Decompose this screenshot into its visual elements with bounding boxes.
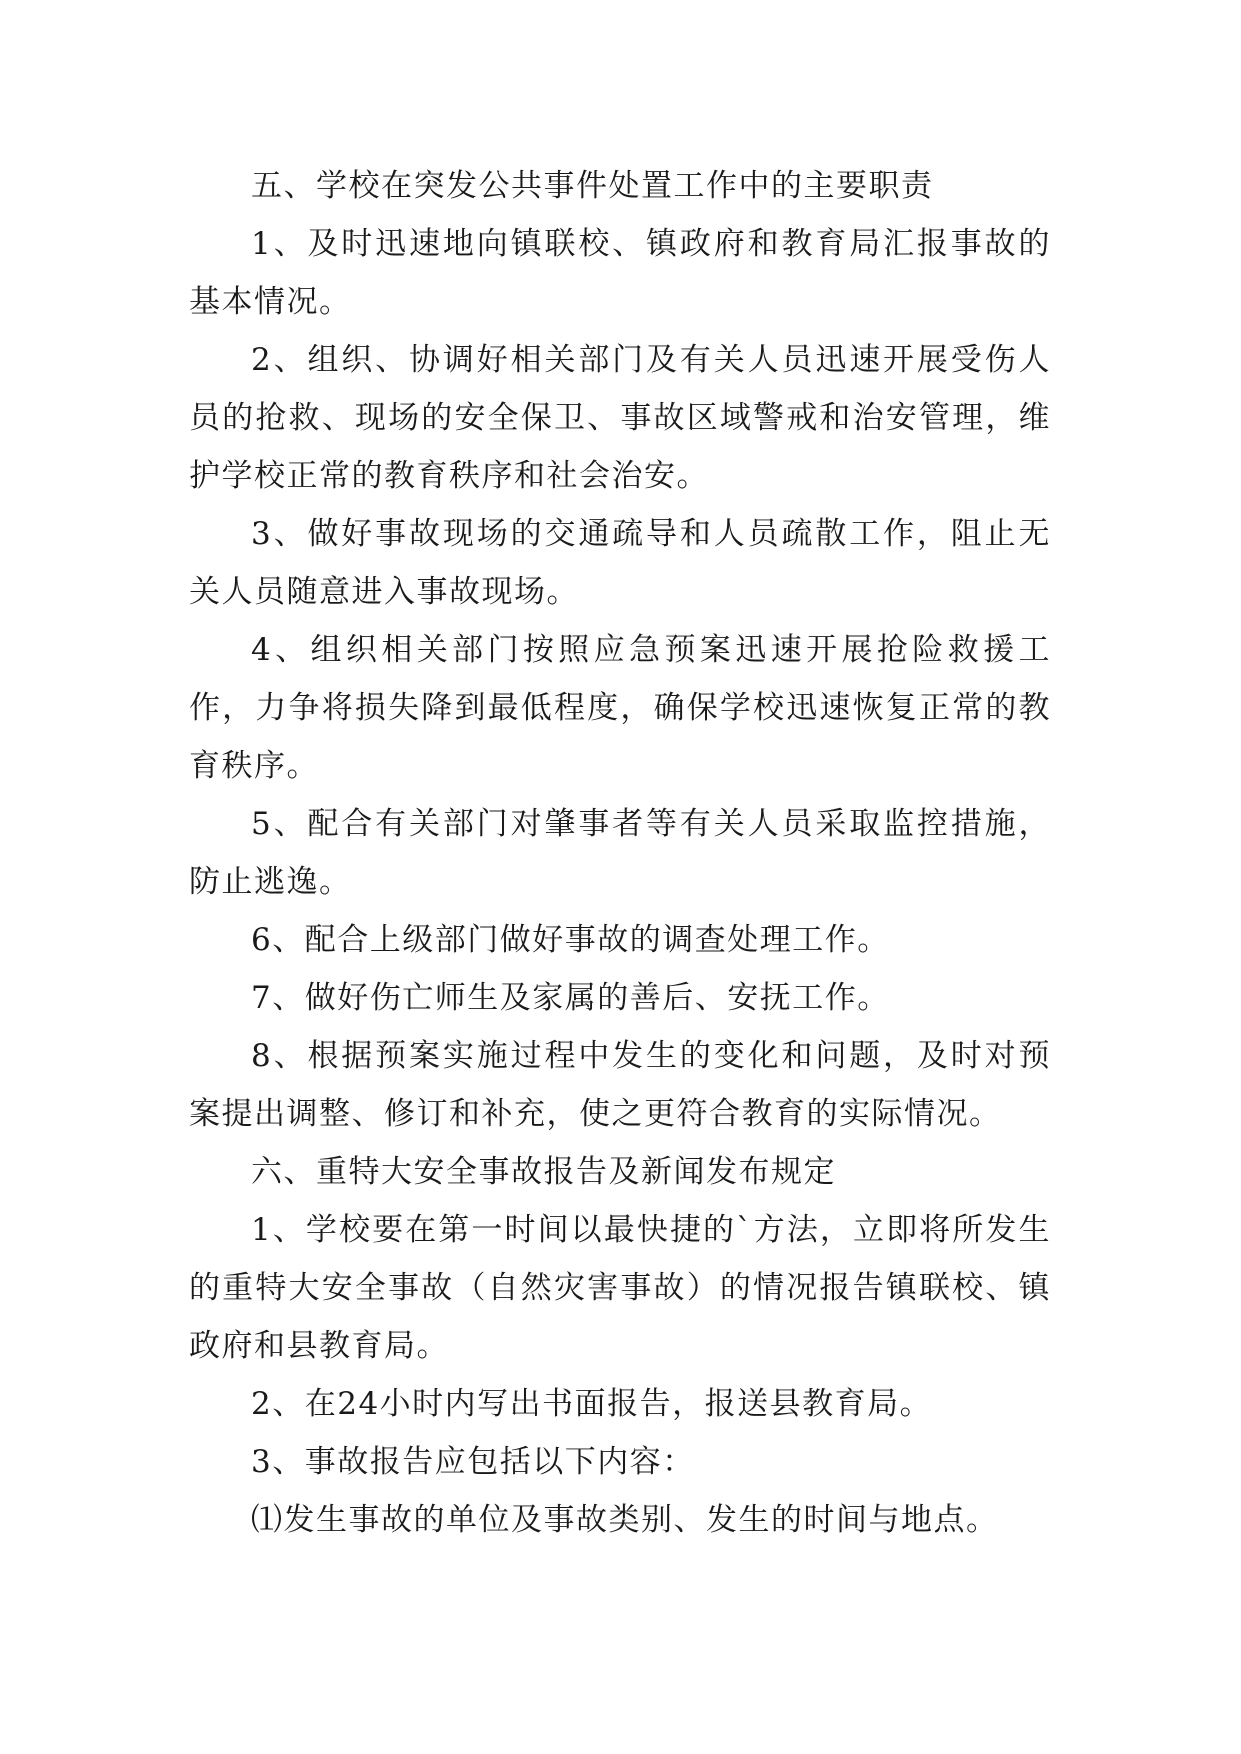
paragraph-5-5: 5、配合有关部门对肇事者等有关人员采取监控措施，防止逃逸。 xyxy=(189,806,1051,900)
paragraph-6-1: 1、学校要在第一时间以最快捷的`方法，立即将所发生的重特大安全事故（自然灾害事故）的情况报告镇联校、镇政府和县教育局。 xyxy=(189,1212,1051,1364)
section-heading-6: 六、重特大安全事故报告及新闻发布规定 xyxy=(251,1154,836,1190)
paragraph-6-2: 2、在24小时内写出书面报告，报送县教育局。 xyxy=(251,1386,933,1422)
paragraph-5-7: 7、做好伤亡师生及家属的善后、安抚工作。 xyxy=(251,980,890,1016)
paragraph-5-4: 4、组织相关部门按照应急预案迅速开展抢险救援工作，力争将损失降到最低程度，确保学校迅速恢复正常的教育秩序。 xyxy=(189,632,1051,784)
document-body xyxy=(189,157,1051,1549)
paragraph-5-1: 1、及时迅速地向镇联校、镇政府和教育局汇报事故的基本情况。 xyxy=(189,226,1051,320)
paragraph-6-3: 3、事故报告应包括以下内容： xyxy=(251,1444,695,1480)
paragraph-5-3: 3、做好事故现场的交通疏导和人员疏散工作，阻止无关人员随意进入事故现场。 xyxy=(189,516,1051,610)
section-heading-5: 五、学校在突发公共事件处置工作中的主要职责 xyxy=(251,168,934,204)
paragraph-5-8: 8、根据预案实施过程中发生的变化和问题，及时对预案提出调整、修订和补充，使之更符合教育的实际情况。 xyxy=(189,1038,1051,1132)
paragraph-5-2: 2、组织、协调好相关部门及有关人员迅速开展受伤人员的抢救、现场的安全保卫、事故区域警戒和治安管理，维护学校正常的教育秩序和社会治安。 xyxy=(189,342,1051,494)
paragraph-5-6: 6、配合上级部门做好事故的调查处理工作。 xyxy=(251,922,890,958)
paragraph-6-3-1: ⑴发生事故的单位及事故类别、发生的时间与地点。 xyxy=(251,1502,999,1538)
